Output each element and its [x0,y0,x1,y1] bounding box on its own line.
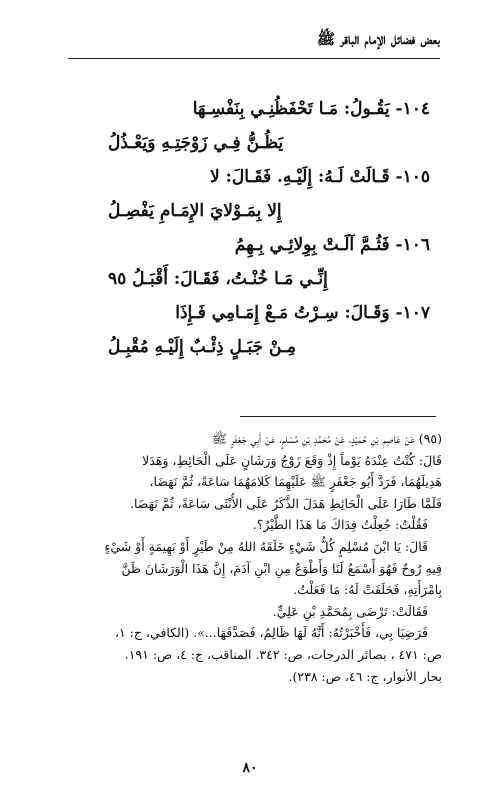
footnote-line: قَالَ: يَا ابْنَ مُسْلِمٍ كُلُّ شَيْءٍ خَلَقَهُ اللهُ مِنْ طَيْرٍ أَوْ بَهِيمَةٍ أَوْ شَيْءٍ [104,538,428,554]
footnote-line: فَلَمَّا طَارَا عَلَى الْحَائِطِ هَدَلَ الذَّكَرُ عَلَى الأُنْثَى سَاعَةً، ثُمَّ نَهَضَا. [129,495,442,511]
verse-104-first-hemistich: ١٠٤- يَقُـولُ: مَـا تَحْفَظُنِـي بِنَفْسِـهَا [192,99,430,119]
header-divider [68,58,440,59]
footnote-line: فِيهِ رُوحٌ فَهُوَ أَسْمَعُ لَنَا وَأَطْوَعُ مِنِ ابْنِ آدَمَ، إِنَّ هَذَا الْوَرَشَانَ ظَنَّ [121,560,442,576]
verse-106-second-hemistich: إِنِّـي مَـا خُنْـتُ، فَقَـالَ: أَقْبَـلُ ٩٥ [108,269,328,289]
verse-105-second-hemistich: إِلا بِمَـوْلايَ الإِمَـامِ يَفْصِـلُ [108,201,282,221]
poem-block [90,92,430,364]
verse-106-first-hemistich: ١٠٦- فَثُـمَّ آلَـتْ بِوِلائِـي بِـهِمُ [234,235,430,255]
running-header: بعض فضائل الإمام الباقر ﷺ [316,30,440,48]
footnote-line: فَقَالَتْ: تَرْضَى بِمُحَمَّدِ بْنِ عَلِيٍّ. [272,603,428,619]
footnote-line: قَالَ: كُنْتُ عِنْدَهُ يَوْماً إِذْ وَقَعَ زَوْجُ وَرَشَانٍ عَلَى الْحَائِطِ، وَهَدَلا [142,452,442,468]
footnote-line: فَقُلْتُ: جُعِلْتُ فِدَاكَ مَا هَذَا الطَّيْرُ؟. [252,517,428,533]
verse-104-second-hemistich: يَظُـنُّ فِـي زَوْجَتِـهِ وَيَعْـذُلُ [108,133,284,153]
verse-107-second-hemistich: مِـنْ جَبَـلٍ ذِئْـبٌ إِلَيْـهِ مُقْبِـلُ [108,337,296,357]
verse-105-first-hemistich: ١٠٥- قَـالَتْ لَـهُ: إِلَيْـهِ. فَقَـالَ: لا [209,167,430,187]
footnote-line: فَرَضِيَا بِي، فَأَخْبَرْتُهُ: أَنَّهُ لَهَا ظَالِمٌ، فَصَدَّقَهَا...». (الكافي، ج: ١، [114,625,428,641]
footnote-block [66,428,442,687]
footnote-divider [240,416,436,417]
footnote-line: (٩٥) عَنْ عَاصِمِ بْنِ حُمَيْدٍ، عَنْ مُحَمَّدِ بْنِ مُسْلِمٍ، عَنْ أَبِي جَعْفَرٍ ﷺ [211,431,442,446]
verse-107-first-hemistich: ١٠٧- وَقَـالَ: سِـرْتُ مَـعْ إِمَـامِي فَـإِذَا [175,303,430,323]
page-number: ٨٠ [242,760,258,776]
footnote-line: بحار الأنوار، ج: ٤٦، ص: ٢٣٨). [288,668,442,684]
footnote-line: هَدِيلَهُمَا، فَرَدَّ أَبُو جَعْفَرٍ ﷺ عَلَيْهِمَا كَلامَهُمَا سَاعَةً، ثُمَّ نَهَضَا، [149,474,442,490]
footnote-line: بِامْرَأَتِهِ، فَحَلَفَتْ لَهُ: مَا فَعَلْتُ. [293,582,442,598]
footnote-line: ص: ٤٧١ ، بصائر الدرجات، ص: ٣٤٢. المناقب، ج: ٤، ص: ١٩١. [124,646,442,662]
